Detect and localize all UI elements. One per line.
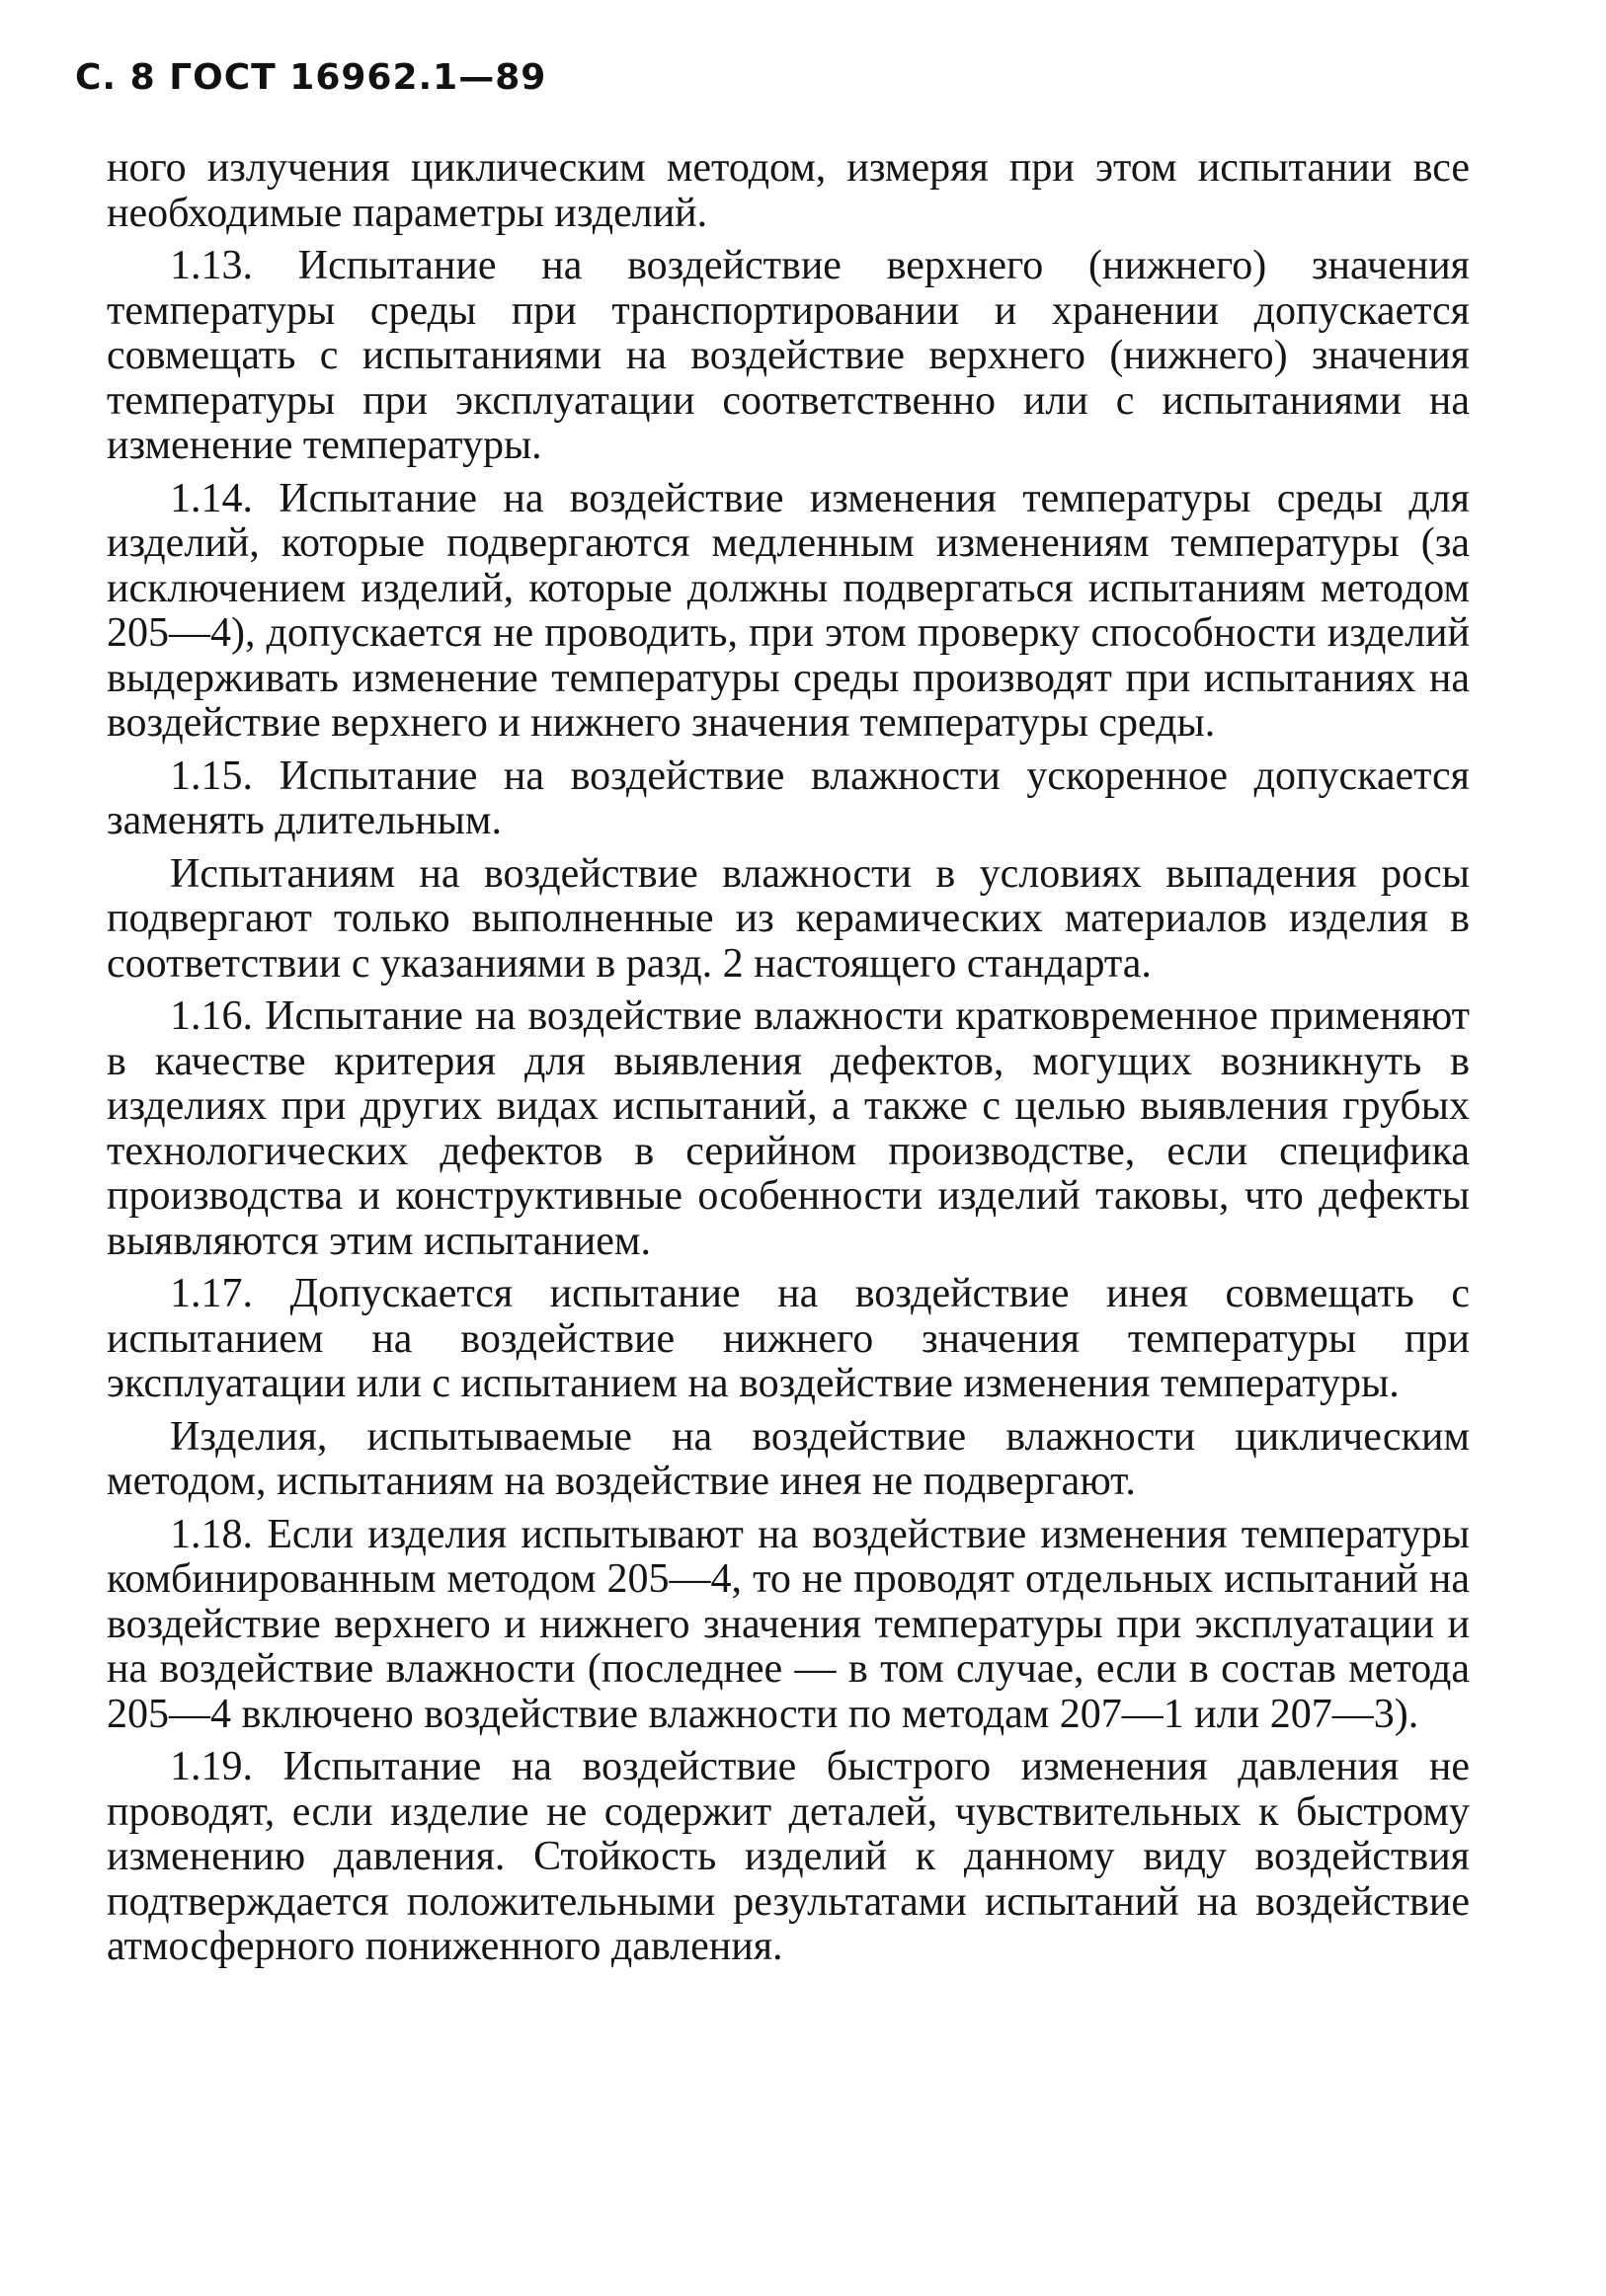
paragraph-1-15-dew: Испытаниям на воздействие влажности в условиях выпадения росы подвергают только выполненные из керамических материалов изделия в соответствии с указаниями в разд. 2 настоящего стандарта.	[107, 850, 1470, 987]
paragraph-1-14: 1.14. Испытание на воздействие изменения температуры среды для изделий, которые подвергаются медленным изменениям температуры (за исключением изделий, которые должны подвергаться испытаниям методом 205—4), допускается не проводить, при этом проверку способности изделий выдерживать изменение температуры среды производят при испытаниях на воздействие верхнего и нижнего значения температуры среды.	[107, 475, 1470, 746]
document-body	[107, 146, 1470, 1978]
paragraph-1-17-frost: Изделия, испытываемые на воздействие влажности циклическим методом, испытаниям на воздействие инея не подвергают.	[107, 1413, 1470, 1504]
paragraph-1-16: 1.16. Испытание на воздействие влажности кратковременное применяют в качестве критерия для выявления дефектов, могущих возникнуть в изделиях при других видах испытаний, а также с целью выявления грубых технологических дефектов в серийном производстве, если специфика производства и конструктивные особенности изделий таковы, что дефекты выявляются этим испытанием.	[107, 993, 1470, 1264]
paragraph-1-13: 1.13. Испытание на воздействие верхнего (нижнего) значения температуры среды при транспортировании и хранении допускается совмещать с испытаниями на воздействие верхнего (нижнего) значения температуры при эксплуатации соответственно или с испытаниями на изменение температуры.	[107, 243, 1470, 468]
paragraph-continuation: ного излучения циклическим методом, измеряя при этом испытании все необходимые параметры изделий.	[107, 145, 1470, 236]
paragraph-1-15: 1.15. Испытание на воздействие влажности ускоренное допускается заменять длительным.	[107, 752, 1470, 843]
paragraph-1-19: 1.19. Испытание на воздействие быстрого изменения давления не проводят, если изделие не содержит деталей, чувствительных к быстрому изменению давления. Стойкость изделий к данному виду воздействия подтверждается положительными результатами испытаний на воздействие атмосферного пониженного давления.	[107, 1744, 1470, 1969]
page-header: С. 8 ГОСТ 16962.1—89	[75, 57, 547, 98]
paragraph-1-18: 1.18. Если изделия испытывают на воздействие изменения температуры комбинированным методом 205—4, то не проводят отдельных испытаний на воздействие верхнего и нижнего значения температуры при эксплуатации и на воздействие влажности (последнее — в том случае, если в состав метода 205—4 включено воздействие влажности по методам 207—1 или 207—3).	[107, 1511, 1470, 1737]
paragraph-1-17: 1.17. Допускается испытание на воздействие инея совмещать с испытанием на воздействие нижнего значения температуры при эксплуатации или с испытанием на воздействие изменения температуры.	[107, 1271, 1470, 1406]
